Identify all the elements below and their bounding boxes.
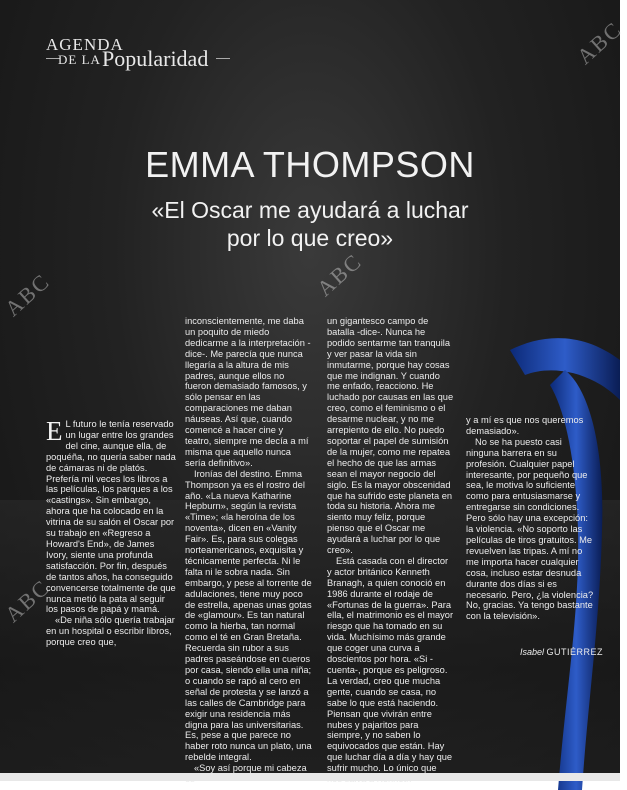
paragraph: y a mí es que nos queremos demasiado».: [466, 415, 584, 436]
paragraph: «De niña sólo quería trabajar en un hospital o escribir libros, porque creo que,: [46, 615, 175, 648]
author-last-name: GUTIÉRREZ: [546, 647, 604, 657]
section-label-top: AGENDA: [46, 35, 124, 54]
header-rule-right: [216, 58, 230, 59]
article-column-2: [185, 316, 312, 785]
paragraph-text: L futuro le tenía reservado un lugar entre los grandes del cine, aunque ella, de poquéña, no quería saber nada de cámaras ni de platós. Prefería mil veces los libros a las películas, los parques a los «castings». Sin embargo, ahora que ha colocado en la vitrina de su salón el Oscar por su trabajo en «Regreso a Howard's End», de James Ivory, siente una profunda satisfacción. Por fin, después de tantos años, ha conseguido convencerse totalmente de que nunca metió la pata al seguir los pasos de papá y mamá.: [46, 419, 176, 615]
article-title: EMMA THOMPSON: [145, 144, 475, 185]
article-column-1: [46, 416, 176, 648]
watermark-4: ABC: [571, 16, 627, 70]
watermark-2: ABC: [311, 248, 367, 302]
paragraph: inconscientemente, me daba un poquito de miedo dedicarme a la interpretación -dice-. Me parecía que nunca llegaría a la altura de mis padres, aunque ellos no fueron demasiado famosos, y sólo pensar en las comparaciones me daban náuseas. Así que, cuando comencé a hacer cine y teatro, siempre me decía a mí misma que aquello nunca sería definitivo».: [185, 316, 311, 468]
section-label-small: DE LA: [58, 52, 101, 67]
paragraph: Ironías del destino. Emma Thompson ya es el rostro del año. «La nueva Katharine Hepburn», según la revista «Time»; «la heroína de los noventa», dicen en «Vanity Fair». Es, para sus colegas norteamericanos, exquisita y técnicamente perfecta. Ni le falta ni le sobra nada. Sin embargo, y pese al torrente de adulaciones, tiene muy poco de estrella, apenas unas gotas de «glamour». Es tan natural como la hierba, tan normal como el té en Gran Bretaña. Recuerda sin rubor a sus padres paseándose en cueros por casa, siendo ella una niña; o cuando se rapó al cero en señal de protesta y se lanzó a las calles de Cambridge para exigir una residencia más digna para las universitarias. Es, pese a que parece no haber roto nunca un plato, una rebelde integral.: [185, 468, 312, 763]
section-header: [46, 35, 209, 71]
article-column-3: [327, 316, 454, 785]
drop-cap: E: [46, 416, 63, 446]
page-bottom-edge: [0, 773, 620, 781]
watermark-1: ABC: [0, 268, 55, 322]
article-subtitle: «El Oscar me ayudará a luchar por lo que creo»: [151, 197, 469, 251]
section-name: Popularidad: [102, 46, 209, 71]
author-signature: [520, 647, 603, 657]
paragraph: Está casada con el director y actor británico Kenneth Branagh, a quien conoció en 1986 durante el rodaje de «Fortunas de la guerra». Para ella, el matrimonio es el mayor riesgo que ha tomado en su vida. Muchísimo más grande que coger una curva a doscientos por hora. «Si -cuenta-, porque es peligroso. La verdad, creo que mucha gente, cuando se casa, no sabe lo que está haciendo. Piensan que vivirán entre nubes y pajaritos para siempre, y no saben lo equivocados que están. Hay que luchar día a día y hay que sufrir mucho. Lo único que: [327, 555, 454, 774]
paragraph: un gigantesco campo de batalla -dice-. Nunca he podido sentarme tan tranquila y ver pasar la vida sin inmutarme, porque hay cosas que me indignan. Y cuando me enfado, reacciono. He luchado por causas en las que creo, como el feminismo o el desarme nuclear, y no me arrepiento de ello. No puedo soportar el papel de sumisión de la mujer, como me repatea el hecho de que las armas sean el mayor negocio del siglo. Es la mayor obscenidad que ha sufrido este planeta en toda su historia. Ahora me siento muy feliz, porque pienso que el Oscar me ayudará a luchar por lo que creo».: [327, 316, 454, 556]
article-column-4: [466, 415, 594, 622]
author-first-name: Isabel: [520, 647, 545, 657]
watermark-3: ABC: [0, 574, 55, 628]
paragraph: [46, 416, 176, 615]
paragraph: No se ha puesto casi ninguna barrera en su profesión. Cualquier papel interesante, por pequeño que sea, le motiva lo suficiente como para entusiasmarse y entregarse sin condiciones. Pero sólo hay una excepción: la violencia. «No soporto las películas de tiros gratuitos. Me revuelven las tripas. A mí no me importa hacer cualquier cosa, incluso estar desnuda durante dos días si es necesario. Pero, ¿la violencia? No, gracias. Ya tengo bastante con la televisión».: [466, 436, 594, 622]
paragraph: «Soy así porque mi cabeza: [194, 763, 307, 774]
